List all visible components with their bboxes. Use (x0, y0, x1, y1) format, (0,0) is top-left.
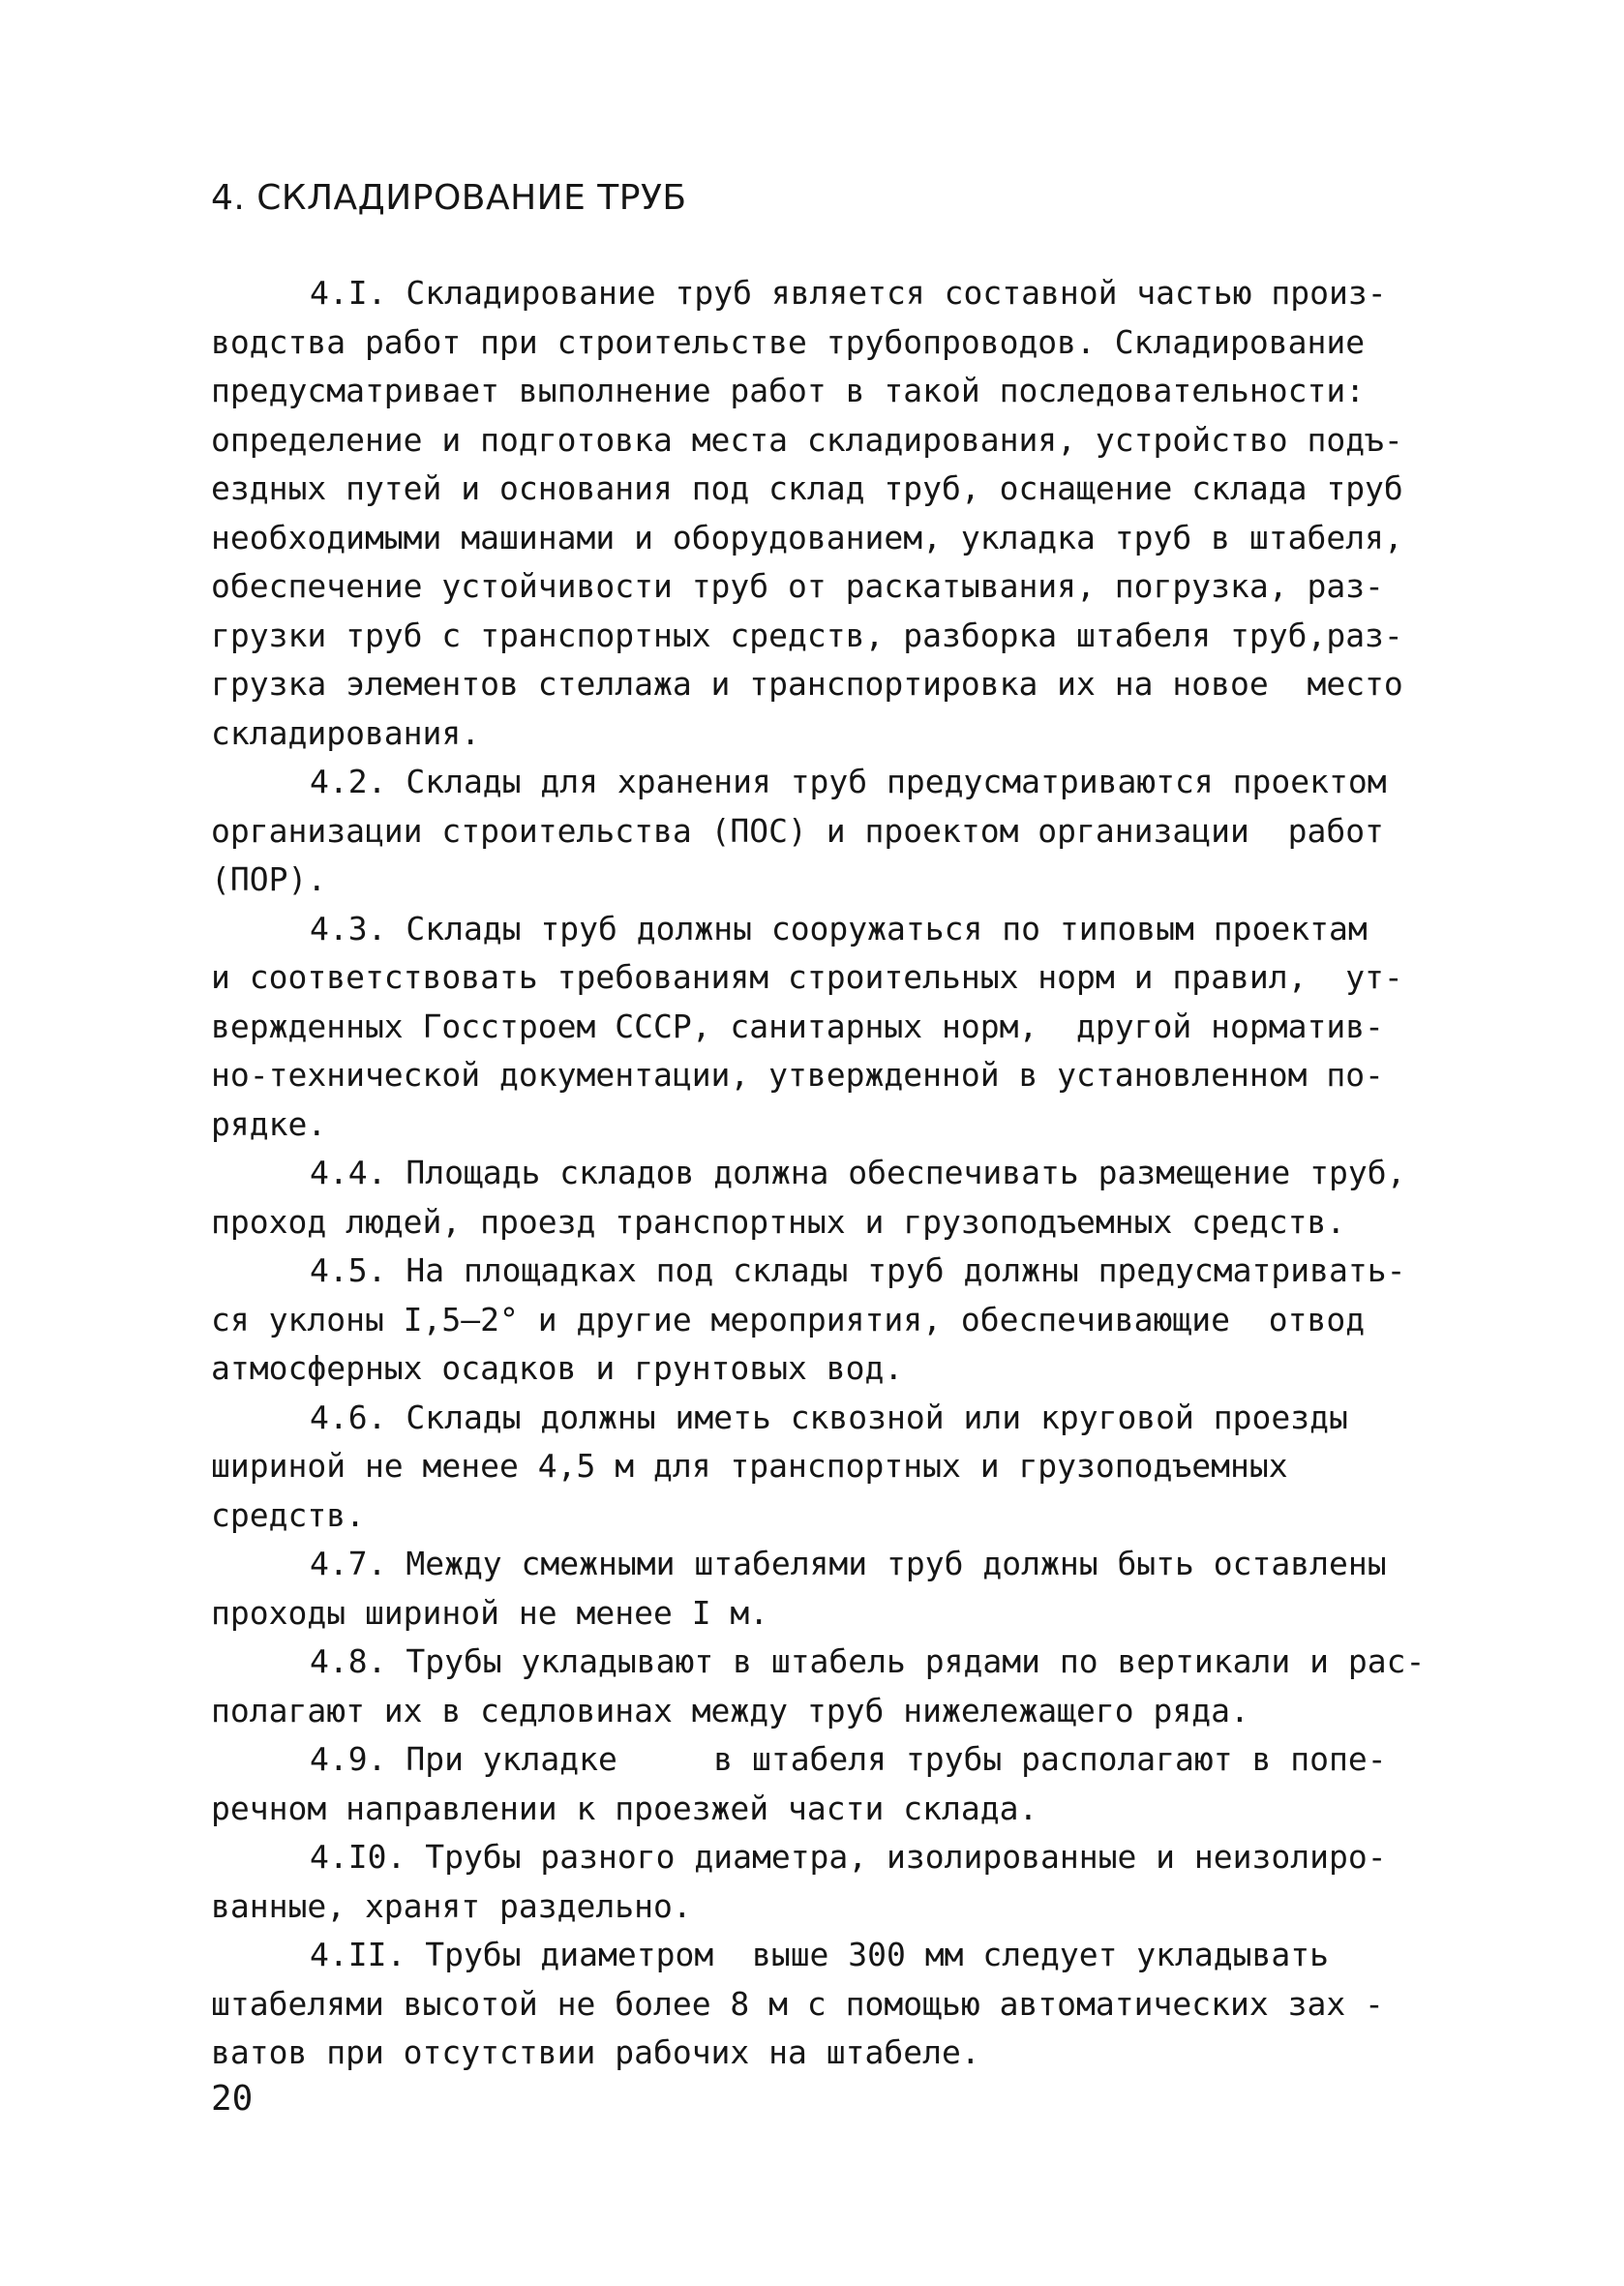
paragraph-4-6 (211, 1394, 1459, 1541)
text-line: ватов при отсутствии рабочих на штабеле. (211, 2033, 980, 2071)
text-line: атмосферных осадков и грунтовых вод. (211, 1349, 904, 1387)
text-line: ездных путей и основания под склад труб, оснащение склада труб (211, 469, 1403, 507)
text-line: 4.I. Складирование труб является составной частью произ- (310, 274, 1387, 312)
text-line: проходы шириной не менее I м. (211, 1593, 769, 1632)
text-line: предусматривает выполнение работ в такой последовательности: (211, 372, 1366, 409)
text-line: полагают их в седловинах между труб нижележащего ряда. (211, 1691, 1249, 1730)
text-line: вержденных Госстроем СССР, санитарных норм, другой норматив- (211, 1007, 1384, 1045)
text-line: обеспечение устойчивости труб от раскатывания, погрузка, раз- (211, 567, 1384, 605)
text-line: шириной не менее 4,5 м для транспортных и грузоподъемных (211, 1447, 1288, 1485)
text-line: штабелями высотой не более 8 м с помощью автоматических зах - (211, 1984, 1384, 2023)
text-line: складирования. (211, 713, 481, 752)
section-title: 4. СКЛАДИРОВАНИЕ ТРУБ (211, 178, 687, 218)
text-line: 4.3. Склады труб должны сооружаться по типовым проектам (310, 909, 1368, 947)
paragraph-4-3 (211, 905, 1459, 1150)
text-line: 4.7. Между смежными штабелями труб должны быть оставлены (310, 1545, 1387, 1582)
text-line: 4.4. Площадь складов должна обеспечивать размещение труб, (310, 1154, 1406, 1191)
text-line: 4.8. Трубы укладывают в штабель рядами по вертикали и рас- (310, 1642, 1426, 1680)
text-line: 4.I0. Трубы разного диаметра, изолированные и неизолиро- (310, 1838, 1387, 1876)
paragraph-4-11 (211, 1931, 1459, 2078)
text-line: и соответствовать требованиям строительных норм и правил, ут- (211, 958, 1403, 996)
text-line: определение и подготовка места складирования, устройство подъ- (211, 420, 1403, 459)
text-line: но-технической документации, утвержденной в установленном по- (211, 1056, 1384, 1094)
paragraph-4-8 (211, 1638, 1459, 1735)
text-line: средств. (211, 1495, 365, 1534)
text-line: 4.5. На площадках под склады труб должны предусматривать- (310, 1251, 1406, 1289)
text-line: грузки труб с транспортных средств, разборка штабеля труб,раз- (211, 616, 1403, 654)
paragraph-4-1 (211, 269, 1459, 758)
text-line: 4.9. При укладке в штабеля трубы располагают в попе- (310, 1740, 1387, 1778)
text-line: речном направлении к проезжей части склада. (211, 1789, 1038, 1827)
text-line: 4.II. Трубы диаметром выше 300 мм следует укладывать (310, 1936, 1329, 1973)
paragraph-4-10 (211, 1833, 1459, 1931)
section-body (211, 269, 1459, 2078)
text-line: ся уклоны I,5–2° и другие мероприятия, обеспечивающие отвод (211, 1300, 1366, 1339)
page-number: 20 (211, 2079, 254, 2119)
text-line: 4.6. Склады должны иметь сквозной или круговой проезды (310, 1398, 1348, 1436)
paragraph-4-7 (211, 1540, 1459, 1638)
paragraph-4-5 (211, 1247, 1459, 1394)
text-line: грузка элементов стеллажа и транспортировка их на новое место (211, 665, 1403, 703)
text-line: водства работ при строительстве трубопроводов. Складирование (211, 322, 1366, 361)
text-line: ванные, хранят раздельно. (211, 1886, 692, 1925)
text-line: (ПОР). (211, 860, 327, 898)
text-line: необходимыми машинами и оборудованием, укладка труб в штабеля, (211, 518, 1403, 556)
paragraph-4-2 (211, 758, 1459, 905)
paragraph-4-4 (211, 1149, 1459, 1247)
text-line: проход людей, проезд транспортных и грузоподъемных средств. (211, 1202, 1346, 1241)
paragraph-4-9 (211, 1735, 1459, 1833)
text-line: 4.2. Склады для хранения труб предусматриваются проектом (310, 763, 1387, 800)
text-line: организации строительства (ПОС) и проектом организации работ (211, 811, 1384, 850)
text-line: рядке. (211, 1104, 327, 1143)
